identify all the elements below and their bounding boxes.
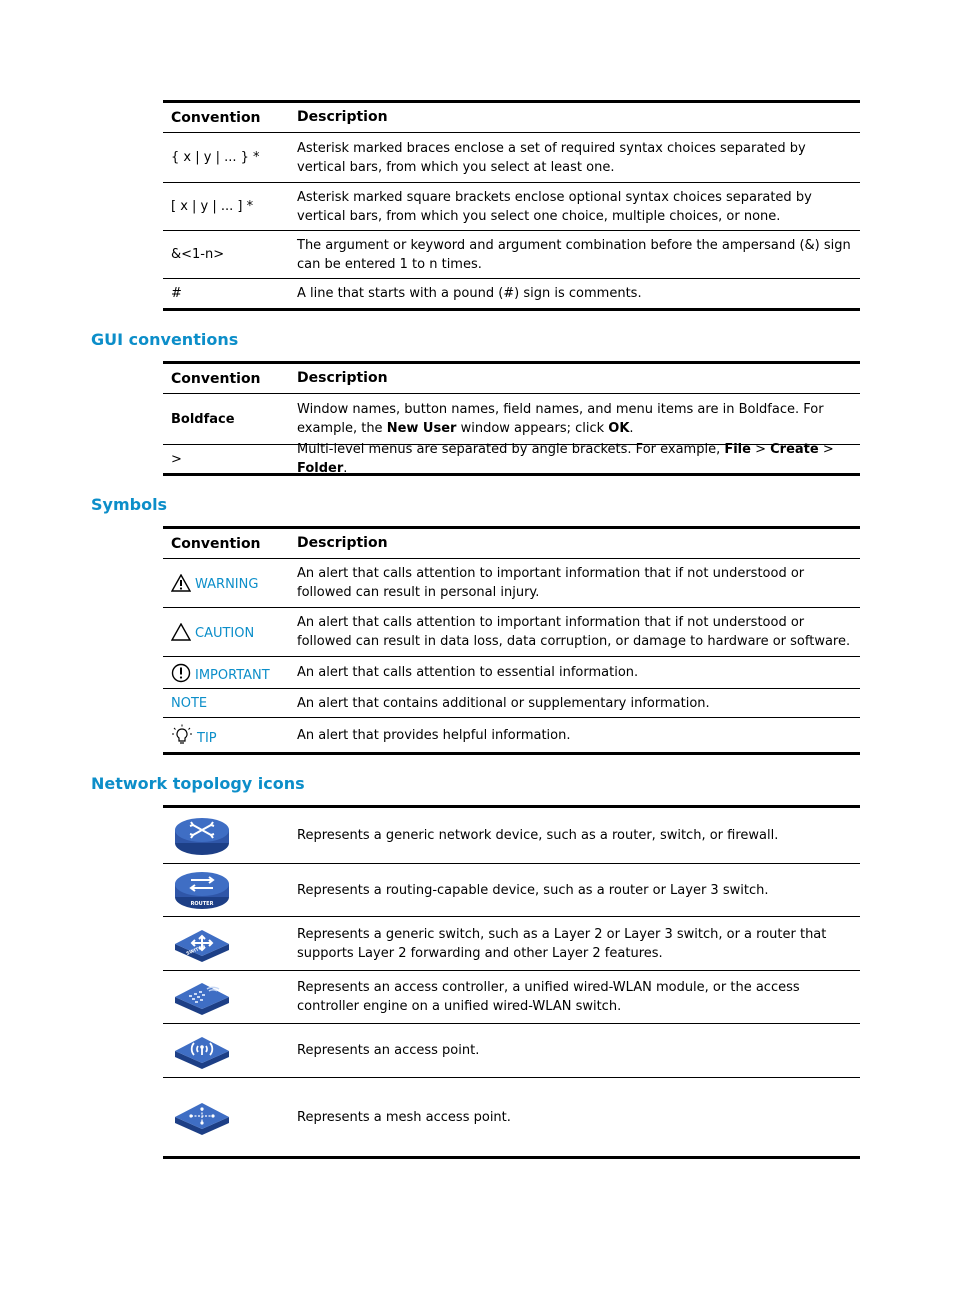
table-row <box>163 607 860 656</box>
table-row <box>163 970 860 1023</box>
table-row <box>163 442 860 476</box>
description-cell: A line that starts with a pound (#) sign is comments. <box>297 286 642 301</box>
table-header <box>163 364 860 394</box>
warning-label: WARNING <box>195 577 259 592</box>
important-label: IMPORTANT <box>195 667 270 683</box>
network-topology-icons-heading: Network topology icons <box>91 774 305 793</box>
generic-device-icon <box>173 814 231 858</box>
header-convention: Convention <box>171 535 261 552</box>
topology-icons-table <box>163 805 860 1159</box>
table-row <box>163 916 860 970</box>
table-header <box>163 103 860 133</box>
convention-cell: > <box>171 451 182 467</box>
access-controller-icon <box>173 975 231 1019</box>
header-description: Description <box>297 109 388 125</box>
table-row <box>163 278 860 308</box>
warning-symbol <box>171 574 297 592</box>
description-cell: Represents a routing-capable device, such as a router or Layer 3 switch. <box>297 882 769 898</box>
description-cell: Window names, button names, field names, and menu items are in Boldface. For example, the New User window appears; click OK. <box>297 402 824 436</box>
header-description: Description <box>297 370 388 386</box>
table-header <box>163 529 860 559</box>
tip-symbol <box>171 724 297 746</box>
header-convention: Convention <box>171 370 261 387</box>
symbols-table <box>163 526 860 755</box>
table-row <box>163 863 860 916</box>
caution-icon <box>171 623 191 641</box>
description-cell: Multi-level menus are separated by angle brackets. For example, File > Create > Folder. <box>297 442 834 476</box>
header-description: Description <box>297 535 388 551</box>
note-symbol <box>171 696 297 711</box>
convention-cell: [ x | y | ... ] * <box>171 199 254 214</box>
convention-cell: &<1-n> <box>171 247 225 262</box>
description-cell: The argument or keyword and argument combination before the ampersand (&) sign can be entered 1 to n times. <box>297 237 851 272</box>
description-cell: Asterisk marked square brackets enclose optional syntax choices separated by vertical bars, from which you select one choice, multiple choices, or none. <box>297 189 812 224</box>
table-row <box>163 182 860 230</box>
table-row <box>163 717 860 752</box>
warning-icon <box>171 574 191 592</box>
important-icon <box>171 663 191 683</box>
description-cell: An alert that calls attention to essential information. <box>297 665 639 680</box>
table-row <box>163 230 860 278</box>
important-symbol <box>171 663 297 683</box>
caution-label: CAUTION <box>195 626 255 641</box>
description-cell: Represents a generic switch, such as a Layer 2 or Layer 3 switch, or a router that supports Layer 2 forwarding and other Layer 2 features. <box>297 926 827 961</box>
table-row <box>163 133 860 182</box>
access-point-icon <box>173 1029 231 1073</box>
description-cell: An alert that calls attention to important information that if not understood or followed can result in personal injury. <box>297 566 805 600</box>
switch-icon-text: SWITCH <box>185 944 207 957</box>
router-icon <box>173 868 231 912</box>
description-cell: Represents an access point. <box>297 1043 480 1058</box>
table-row <box>163 394 860 444</box>
description-cell: Asterisk marked braces enclose a set of required syntax choices separated by vertical bars, from which you select at least one. <box>297 140 806 175</box>
caution-symbol <box>171 623 297 641</box>
description-cell: An alert that contains additional or supplementary information. <box>297 695 710 711</box>
gui-conventions-table <box>163 361 860 476</box>
description-cell: An alert that provides helpful information. <box>297 727 571 743</box>
description-cell: An alert that calls attention to important information that if not understood or followed can result in data loss, data corruption, or damage to hardware or software. <box>297 615 851 649</box>
table-row <box>163 559 860 607</box>
gui-conventions-heading: GUI conventions <box>91 330 239 349</box>
mesh-access-point-icon <box>173 1095 231 1139</box>
table-row <box>163 688 860 717</box>
table-row <box>163 808 860 863</box>
table-row <box>163 1023 860 1077</box>
note-label: NOTE <box>171 695 208 711</box>
description-cell: Represents a generic network device, such as a router, switch, or firewall. <box>297 828 779 843</box>
convention-cell: # <box>171 286 182 301</box>
convention-cell: Boldface <box>171 411 235 427</box>
table-row <box>163 1077 860 1156</box>
header-convention: Convention <box>171 109 261 126</box>
router-icon-text: ROUTER <box>190 901 214 907</box>
convention-cell: { x | y | ... } * <box>171 150 260 165</box>
tip-label: TIP <box>197 731 217 746</box>
switch-icon <box>173 922 231 966</box>
table-row <box>163 656 860 688</box>
description-cell: Represents a mesh access point. <box>297 1109 511 1125</box>
description-cell: Represents an access controller, a unified wired-WLAN module, or the access controller engine on a unified wired-WLAN switch. <box>297 980 800 1014</box>
tip-icon <box>171 724 193 746</box>
cli-conventions-table <box>163 100 860 311</box>
symbols-heading: Symbols <box>91 495 168 514</box>
